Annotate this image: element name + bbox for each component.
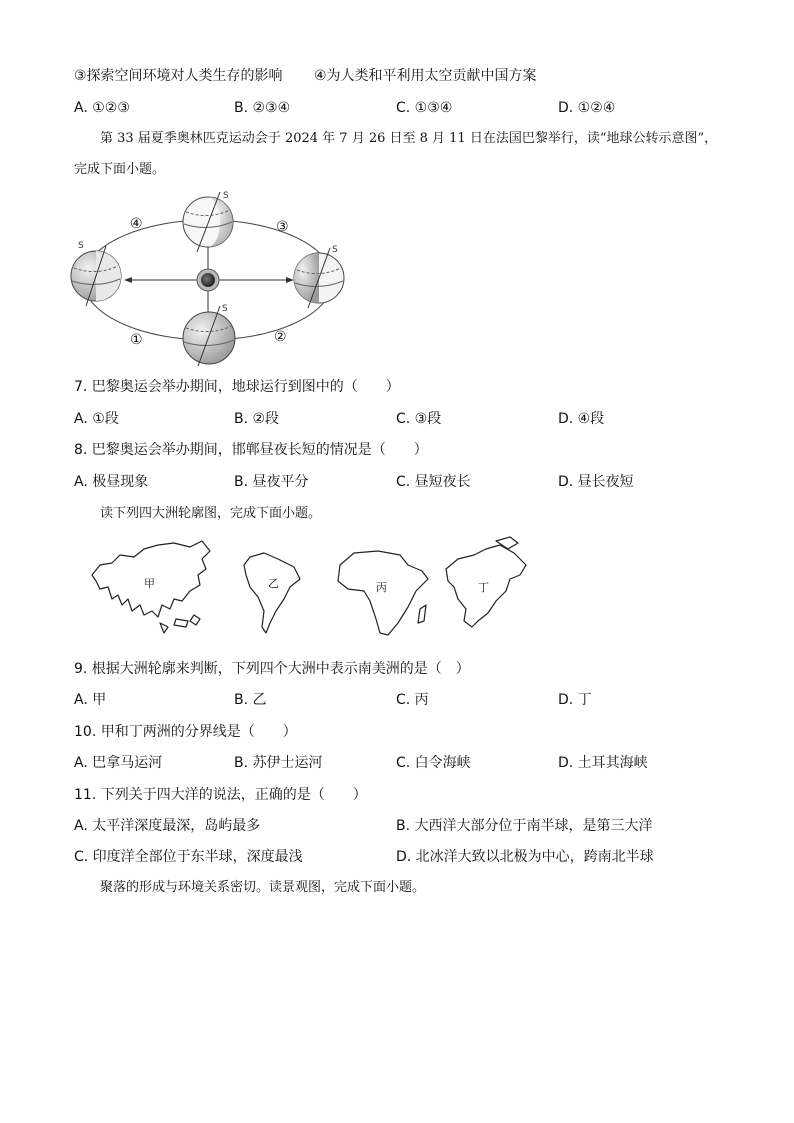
earth-top-icon (183, 191, 233, 252)
option-a: A. 极昼现象 (74, 474, 149, 490)
continent-label-yi: 乙 (268, 577, 279, 590)
segment-label-2: ② (274, 329, 287, 345)
intro-continents: 读下列四大洲轮廓图，完成下面小题。 (100, 506, 322, 521)
intro-olympics-line1: 第 33 届夏季奥林匹克运动会于 2024 年 7 月 26 日至 8 月 11 日在法国巴黎举行，读“地球公转示意图”， (100, 131, 718, 146)
asia-island-3 (160, 623, 168, 633)
svg-text:S: S (78, 241, 84, 251)
item-3: ③探索空间环境对人类生存的影响 (74, 68, 283, 84)
item-4: ④为人类和平利用太空贡献中国方案 (314, 68, 537, 84)
option-c: C. 印度洋全部位于东半球，深度最浅 (74, 849, 303, 865)
top-items-row (0, 65, 794, 87)
svg-text:S: S (332, 245, 338, 255)
option-c: C. 昼短夜长 (396, 474, 471, 490)
earth-revolution-diagram (60, 188, 360, 368)
option-d: D. ①②④ (558, 100, 616, 116)
segment-label-4: ④ (130, 216, 143, 232)
earth-right-icon (294, 245, 344, 308)
option-a: A. 甲 (74, 692, 107, 708)
option-d: D. 土耳其海峡 (558, 755, 648, 771)
option-d: D. 北冰洋大致以北极为中心，跨南北半球 (396, 849, 654, 865)
option-b: B. 苏伊士运河 (234, 755, 323, 771)
q7-options (0, 408, 794, 430)
asia-island-2 (190, 615, 200, 625)
option-c: C. 白令海峡 (396, 755, 471, 771)
asia-island-1 (174, 619, 188, 627)
q11-options-row1 (0, 815, 794, 837)
q11-stem: 11. 下列关于四大洋的说法，正确的是（ ） (74, 787, 367, 803)
option-d: D. 昼长夜短 (558, 474, 634, 490)
segment-label-3: ③ (276, 219, 289, 235)
continent-outlines (82, 535, 532, 645)
q10-stem: 10. 甲和丁两洲的分界线是（ ） (74, 724, 297, 740)
q9-options (0, 689, 794, 711)
q7-stem: 7. 巴黎奥运会举办期间，地球运行到图中的（ ） (74, 379, 400, 395)
option-b: B. 昼夜平分 (234, 474, 309, 490)
option-a: A. ①段 (74, 411, 119, 427)
option-a: A. ①②③ (74, 100, 130, 116)
south-america-outline (244, 553, 300, 633)
svg-text:S: S (222, 304, 228, 314)
q10-options (0, 752, 794, 774)
intro-olympics-line2: 完成下面小题。 (74, 162, 166, 177)
continent-label-ding: 丁 (478, 581, 489, 594)
option-b: B. 乙 (234, 692, 267, 708)
segment-label-1: ① (130, 332, 143, 348)
earth-bottom-icon (183, 304, 235, 366)
intro-settlement: 聚落的形成与环境关系密切。读景观图，完成下面小题。 (100, 880, 426, 895)
option-c: C. ③段 (396, 411, 442, 427)
prev-question-options (0, 97, 794, 119)
madagascar-outline (418, 605, 426, 623)
q8-stem: 8. 巴黎奥运会举办期间，邯郸昼夜长短的情况是（ ） (74, 442, 428, 458)
continent-label-jia: 甲 (144, 577, 155, 590)
option-c: C. ①③④ (396, 100, 453, 116)
earth-left-icon (71, 241, 121, 306)
option-a: A. 巴拿马运河 (74, 755, 163, 771)
continent-label-bing: 丙 (376, 581, 387, 594)
q11-options-row2 (0, 846, 794, 868)
option-c: C. 丙 (396, 692, 429, 708)
option-d: D. 丁 (558, 692, 592, 708)
option-b: B. ②段 (234, 411, 280, 427)
q8-options (0, 471, 794, 493)
q9-stem: 9. 根据大洲轮廓来判断，下列四个大洲中表示南美洲的是（ ） (74, 661, 470, 677)
option-b: B. 大西洋大部分位于南半球，是第三大洋 (396, 818, 653, 834)
svg-text:S: S (223, 191, 229, 201)
option-b: B. ②③④ (234, 100, 291, 116)
option-d: D. ④段 (558, 411, 605, 427)
option-a: A. 太平洋深度最深，岛屿最多 (74, 818, 261, 834)
